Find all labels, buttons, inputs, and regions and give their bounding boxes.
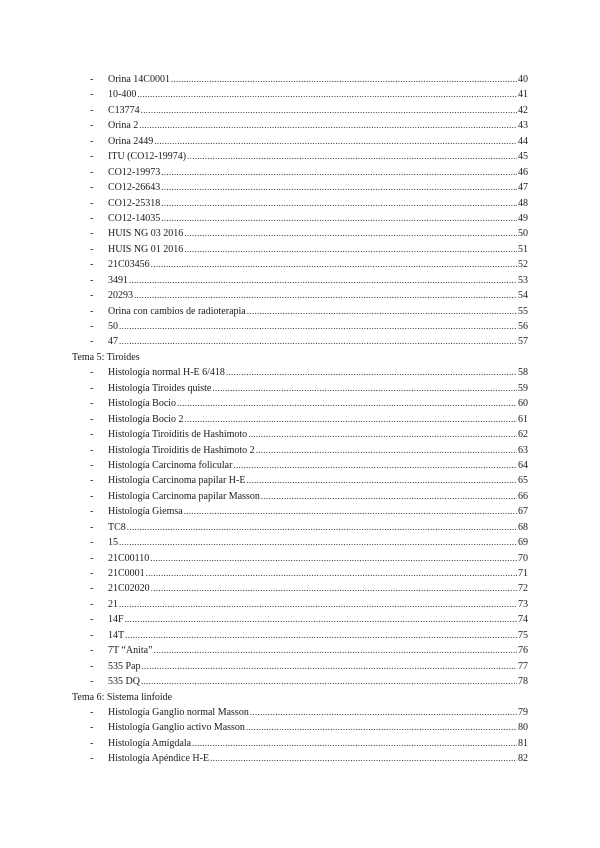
dot-leader [125, 612, 517, 627]
toc-page-number[interactable]: 81 [518, 737, 528, 749]
toc-page-number[interactable]: 51 [518, 243, 528, 255]
toc-entry-label[interactable]: CO12-19973 [108, 166, 161, 178]
toc-page-number[interactable]: 44 [518, 135, 528, 147]
toc-entry[interactable] [72, 288, 528, 303]
bullet-dash: - [90, 74, 94, 85]
toc-page-number[interactable]: 54 [518, 290, 528, 302]
toc-entry-label[interactable]: Histología Ganglio activo Masson [108, 722, 245, 734]
toc-entry-label[interactable]: 21C00110 [108, 552, 150, 564]
toc-entry[interactable] [72, 751, 528, 766]
table-of-contents [72, 72, 528, 767]
bullet-dash: - [90, 413, 94, 425]
toc-entry[interactable] [72, 551, 528, 566]
toc-entry[interactable] [72, 165, 528, 180]
toc-entry-label[interactable]: CO12-26643 [108, 182, 161, 194]
bullet-dash: - [90, 568, 94, 579]
dot-leader [119, 334, 517, 349]
toc-entry-label[interactable]: 535 DQ [108, 676, 140, 688]
toc-page-number[interactable]: 58 [518, 367, 528, 379]
toc-page-number[interactable]: 70 [518, 552, 528, 564]
toc-entry[interactable] [72, 504, 528, 519]
toc-entry-label[interactable]: Histología normal H-E 6/418 [108, 367, 225, 379]
bullet-dash: - [90, 583, 94, 595]
toc-page-number[interactable]: 65 [518, 475, 528, 487]
toc-entry[interactable] [72, 535, 528, 550]
toc-entry[interactable] [72, 365, 528, 380]
bullet-dash: - [90, 290, 94, 302]
toc-entry-label[interactable]: Histología Bocio 2 [108, 413, 184, 425]
toc-entry-label[interactable]: Orina 2449 [108, 135, 154, 147]
toc-entry-label[interactable]: CO12-14035 [108, 212, 161, 224]
toc-page-number[interactable]: 77 [518, 660, 528, 672]
bullet-dash: - [90, 197, 94, 209]
bullet-dash: - [90, 552, 94, 564]
dot-leader [141, 674, 517, 689]
toc-entry[interactable] [72, 149, 528, 164]
bullet-dash: - [90, 521, 94, 533]
toc-entry[interactable] [72, 581, 528, 596]
toc-page-number[interactable]: 52 [518, 259, 528, 271]
dot-leader [139, 118, 517, 133]
bullet-dash: - [90, 182, 94, 194]
bullet-dash: - [90, 459, 94, 471]
toc-page-number[interactable]: 41 [518, 89, 528, 101]
toc-page-number[interactable]: 40 [518, 74, 528, 85]
toc-entry-label[interactable]: 47 [108, 336, 118, 348]
bullet-dash: - [90, 537, 94, 549]
toc-page-number[interactable]: 80 [518, 722, 528, 734]
toc-entry[interactable] [72, 520, 528, 535]
dot-leader [125, 628, 517, 643]
toc-entry[interactable] [72, 736, 528, 751]
bullet-dash: - [90, 598, 94, 610]
toc-page-number[interactable]: 53 [518, 274, 528, 286]
toc-entry[interactable] [72, 597, 528, 612]
toc-entry[interactable] [72, 705, 528, 720]
dot-leader [142, 659, 518, 674]
dot-leader [250, 705, 517, 720]
bullet-dash: - [90, 382, 94, 394]
dot-leader [233, 458, 517, 473]
toc-page-number[interactable]: 78 [518, 676, 528, 688]
toc-page-number[interactable]: 57 [518, 336, 528, 348]
toc-entry[interactable] [72, 674, 528, 689]
bullet-dash: - [90, 706, 94, 718]
dot-leader [134, 288, 517, 303]
toc-page-number[interactable]: 66 [518, 490, 528, 502]
dot-leader [177, 396, 517, 411]
bullet-dash: - [90, 629, 94, 641]
bullet-dash: - [90, 151, 94, 163]
toc-entry-label[interactable]: Histología Giemsa [108, 506, 183, 518]
toc-entry[interactable] [72, 566, 528, 581]
dot-leader [261, 489, 517, 504]
dot-leader [161, 211, 517, 226]
toc-entry-label[interactable]: Histología Carcinoma papilar H-E [108, 475, 246, 487]
toc-entry[interactable] [72, 134, 528, 149]
toc-entry-label[interactable]: HUIS NG 01 2016 [108, 243, 184, 255]
bullet-dash: - [90, 336, 94, 348]
toc-entry-label[interactable]: 7T “Anita” [108, 645, 153, 657]
toc-entry[interactable] [72, 381, 528, 396]
toc-entry-label[interactable]: Histología Tiroiditis de Hashimoto 2 [108, 444, 255, 456]
toc-entry[interactable] [72, 473, 528, 488]
toc-entry[interactable] [72, 443, 528, 458]
dot-leader [151, 257, 517, 272]
bullet-dash: - [90, 506, 94, 518]
toc-entry[interactable] [72, 103, 528, 118]
dot-leader [246, 473, 517, 488]
toc-entry[interactable] [72, 427, 528, 442]
toc-entry-label[interactable]: 50 [108, 321, 118, 332]
bullet-dash: - [90, 135, 94, 147]
dot-leader [141, 103, 517, 118]
toc-entry-label[interactable]: CO12-25318 [108, 197, 161, 209]
toc-entry[interactable] [72, 628, 528, 643]
dot-leader [184, 504, 517, 519]
toc-entry[interactable] [72, 720, 528, 735]
bullet-dash: - [90, 444, 94, 456]
dot-leader [171, 72, 517, 87]
toc-entry-label[interactable]: 535 Pap [108, 660, 141, 672]
toc-entry-label[interactable]: TC8 [108, 521, 126, 533]
bullet-dash: - [90, 274, 94, 286]
toc-entry[interactable] [72, 612, 528, 627]
toc-entry-label[interactable]: Histología Ganglio normal Masson [108, 706, 249, 718]
dot-leader [129, 273, 517, 288]
bullet-dash: - [90, 321, 94, 332]
toc-page-number[interactable]: 62 [518, 429, 528, 441]
toc-entry-label[interactable]: 10-400 [108, 89, 137, 101]
toc-entry-label[interactable]: Orina 2 [108, 120, 139, 132]
bullet-dash: - [90, 722, 94, 734]
bullet-dash: - [90, 753, 94, 765]
toc-entry-label[interactable]: 14T [108, 629, 125, 641]
dot-leader [184, 242, 517, 257]
toc-page-number[interactable]: 67 [518, 506, 528, 518]
toc-entry-label[interactable]: 14F [108, 614, 124, 626]
toc-entry[interactable] [72, 396, 528, 411]
dot-leader [146, 566, 517, 581]
bullet-dash: - [90, 166, 94, 178]
dot-leader [154, 134, 517, 149]
toc-page-number[interactable]: 68 [518, 521, 528, 533]
dot-leader [226, 365, 517, 380]
toc-entry[interactable] [72, 242, 528, 257]
dot-leader [184, 226, 517, 241]
toc-entry[interactable] [72, 211, 528, 226]
dot-leader [119, 597, 517, 612]
toc-entry[interactable] [72, 643, 528, 658]
bullet-dash: - [90, 429, 94, 441]
toc-page-number[interactable]: 72 [518, 583, 528, 595]
toc-entry-label[interactable]: Histología Tiroides quiste [108, 382, 212, 394]
dot-leader [119, 319, 517, 334]
dot-leader [256, 443, 517, 458]
toc-entry[interactable] [72, 319, 528, 334]
bullet-dash: - [90, 228, 94, 240]
bullet-dash: - [90, 490, 94, 502]
toc-entry[interactable] [72, 273, 528, 288]
toc-page-number[interactable]: 76 [518, 645, 528, 657]
dot-leader [247, 304, 517, 319]
bullet-dash: - [90, 645, 94, 657]
toc-entry[interactable] [72, 72, 528, 87]
dot-leader [154, 643, 517, 658]
toc-page-number[interactable]: 59 [518, 382, 528, 394]
toc-entry-label[interactable]: Histología Bocio [108, 398, 177, 410]
toc-page-number[interactable]: 43 [518, 120, 528, 132]
toc-page-number[interactable]: 71 [518, 568, 528, 579]
toc-page-number[interactable]: 82 [518, 753, 528, 765]
toc-page-number[interactable]: 74 [518, 614, 528, 626]
toc-page-number[interactable]: 60 [518, 398, 528, 410]
toc-entry[interactable] [72, 118, 528, 133]
dot-leader [151, 581, 517, 596]
section-heading-label: Tema 6: Sistema linfoide [72, 691, 173, 703]
bullet-dash: - [90, 660, 94, 672]
toc-page-number[interactable]: 61 [518, 413, 528, 425]
toc-entry[interactable] [72, 226, 528, 241]
toc-page-number[interactable]: 73 [518, 598, 528, 610]
toc-section-heading [72, 350, 528, 365]
toc-entry[interactable] [72, 304, 528, 319]
toc-entry[interactable] [72, 87, 528, 102]
dot-leader [246, 720, 517, 735]
toc-page-number[interactable]: 50 [518, 228, 528, 240]
toc-entry-label[interactable]: 15 [108, 537, 118, 549]
dot-leader [210, 751, 517, 766]
toc-page-number[interactable]: 64 [518, 459, 528, 471]
bullet-dash: - [90, 367, 94, 379]
toc-entry-label[interactable]: Histología Amígdala [108, 737, 192, 749]
dot-leader [119, 535, 517, 550]
toc-entry-label[interactable]: HUIS NG 03 2016 [108, 228, 184, 240]
toc-entry[interactable] [72, 196, 528, 211]
toc-page-number[interactable]: 46 [518, 166, 528, 178]
toc-entry-label[interactable]: 21C02020 [108, 583, 150, 595]
toc-page-number[interactable]: 63 [518, 444, 528, 456]
toc-page-number[interactable]: 55 [518, 305, 528, 317]
toc-entry-label[interactable]: Orina 14C0001 [108, 74, 170, 85]
bullet-dash: - [90, 89, 94, 101]
dot-leader [161, 196, 517, 211]
toc-entry-label[interactable]: Histología Carcinoma folicular [108, 459, 233, 471]
dot-leader [137, 87, 517, 102]
toc-page-number[interactable]: 47 [518, 182, 528, 194]
dot-leader [192, 736, 517, 751]
bullet-dash: - [90, 243, 94, 255]
dot-leader [127, 520, 517, 535]
dot-leader [185, 412, 517, 427]
dot-leader [187, 149, 517, 164]
bullet-dash: - [90, 475, 94, 487]
bullet-dash: - [90, 305, 94, 317]
toc-entry-label[interactable]: Orina con cambios de radioterapia [108, 305, 246, 317]
toc-page-number[interactable]: 69 [518, 537, 528, 549]
toc-page-number[interactable]: 56 [518, 321, 528, 332]
toc-section-heading [72, 690, 528, 705]
toc-page-number[interactable]: 79 [518, 706, 528, 718]
toc-page-number[interactable]: 49 [518, 212, 528, 224]
bullet-dash: - [90, 259, 94, 271]
section-heading-label: Tema 5: Tiroides [72, 351, 140, 363]
toc-entry[interactable] [72, 334, 528, 349]
toc-entry-label[interactable]: C13774 [108, 104, 140, 116]
toc-entry[interactable] [72, 458, 528, 473]
toc-entry[interactable] [72, 489, 528, 504]
dot-leader [161, 165, 517, 180]
toc-entry-label[interactable]: Histología Tiroiditis de Hashimoto [108, 429, 248, 441]
bullet-dash: - [90, 737, 94, 749]
toc-entry[interactable] [72, 412, 528, 427]
bullet-dash: - [90, 614, 94, 626]
toc-page-number[interactable]: 75 [518, 629, 528, 641]
toc-entry-label[interactable]: 21C0001 [108, 568, 145, 579]
dot-leader [161, 180, 517, 195]
bullet-dash: - [90, 676, 94, 688]
bullet-dash: - [90, 104, 94, 116]
toc-entry-label[interactable]: 21C03456 [108, 259, 150, 271]
toc-entry-label[interactable]: ITU (CO12-19974) [108, 151, 187, 163]
toc-entry[interactable] [72, 180, 528, 195]
toc-page-number[interactable]: 45 [518, 151, 528, 163]
bullet-dash: - [90, 212, 94, 224]
toc-entry-label[interactable]: Histología Apéndice H-E [108, 753, 210, 765]
toc-entry-label[interactable]: 21 [108, 598, 118, 610]
toc-entry-label[interactable]: 3491 [108, 274, 128, 286]
dot-leader [150, 551, 517, 566]
toc-entry-label[interactable]: Histología Carcinoma papilar Masson [108, 490, 260, 502]
dot-leader [248, 427, 517, 442]
bullet-dash: - [90, 120, 94, 132]
toc-page-number[interactable]: 42 [518, 104, 528, 116]
dot-leader [212, 381, 517, 396]
toc-entry-label[interactable]: 20293 [108, 290, 133, 302]
toc-entry[interactable] [72, 659, 528, 674]
bullet-dash: - [90, 398, 94, 410]
toc-page-number[interactable]: 48 [518, 197, 528, 209]
toc-entry[interactable] [72, 257, 528, 272]
